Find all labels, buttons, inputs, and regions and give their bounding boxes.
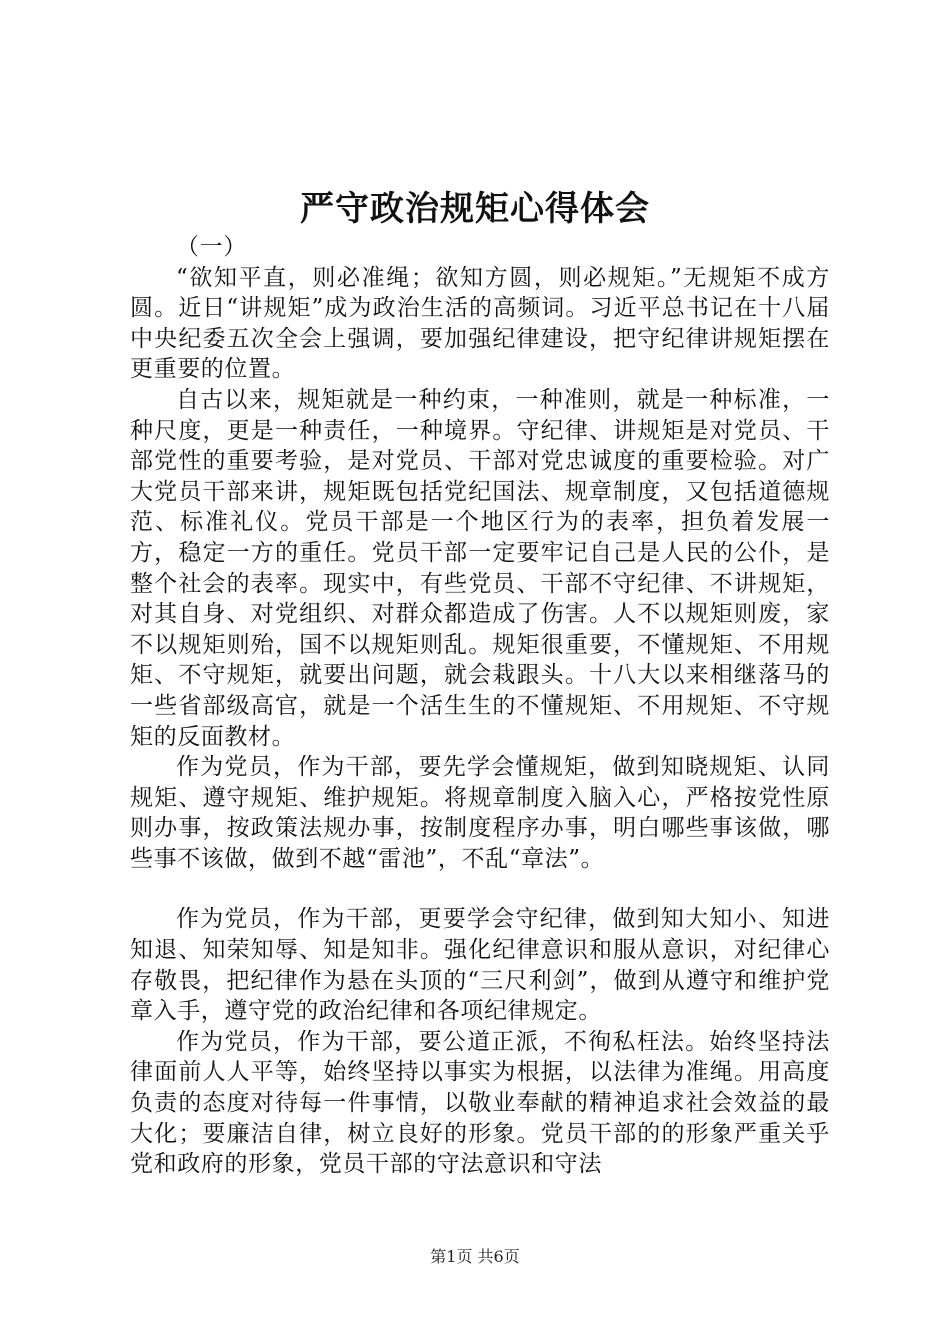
body-paragraph-3: 作为党员，作为干部，要先学会懂规矩，做到知晓规矩、认同规矩、遵守规矩、维护规矩。将规章制度入脑入心，严格按党性原则办事，按政策法规办事，按制度程序办事，明白哪些事该做，哪些事不该做，做到不越“雷池”，不乱“章法”。: [130, 754, 830, 872]
body-paragraph-4: 作为党员，作为干部，更要学会守纪律，做到知大知小、知进知退、知荣知辱、知是知非。强化纪律意识和服从意识，对纪律心存敬畏，把纪律作为悬在头顶的“三尺利剑”，做到从遵守和维护党章入手，遵守党的政治纪律和各项纪律规定。: [130, 906, 830, 1025]
body-paragraph-5: 作为党员，作为干部，要公道正派，不徇私枉法。始终坚持法律面前人人平等，始终坚持以事实为根据，以法律为准绳。用高度负责的态度对待每一件事情，以敬业奉献的精神追求社会效益的最大化；要廉洁自律，树立良好的形象。党员干部的的形象严重关乎党和政府的形象，党员干部的守法意识和守法: [130, 1028, 830, 1178]
page-number-footer: 第1页 共6页: [430, 1247, 520, 1266]
body-paragraph-1: “欲知平直，则必准绳；欲知方圆，则必规矩。”无规矩不成方圆。近日“讲规矩”成为政治生活的高频词。习近平总书记在十八届中央纪委五次全会上强调，要加强纪律建设，把守纪律讲规矩摆在更重要的位置。: [130, 264, 830, 383]
body-paragraph-2: 自古以来，规矩就是一种约束，一种准则，就是一种标准，一种尺度，更是一种责任，一种境界。守纪律、讲规矩是对党员、干部党性的重要考验，是对党员、干部对党忠诚度的重要检验。对广大党员干部来讲，规矩既包括党纪国法、规章制度，又包括道德规范、标准礼仪。党员干部是一个地区行为的表率，担负着发展一方，稳定一方的重任。党员干部一定要牢记自己是人民的公仆，是整个社会的表率。现实中，有些党员、干部不守纪律、不讲规矩，对其自身、对党组织、对群众都造成了伤害。人不以规矩则废，家不以规矩则殆，国不以规矩则乱。规矩很重要，不懂规矩、不用规矩、不守规矩，就要出问题，就会栽跟头。十八大以来相继落马的一些省部级高官，就是一个活生生的不懂规矩、不用规矩、不守规矩的反面教材。: [130, 386, 830, 750]
section-label: （一）: [176, 234, 247, 260]
document-title: 严守政治规矩心得体会: [300, 189, 650, 229]
document-body: [130, 232, 830, 1180]
